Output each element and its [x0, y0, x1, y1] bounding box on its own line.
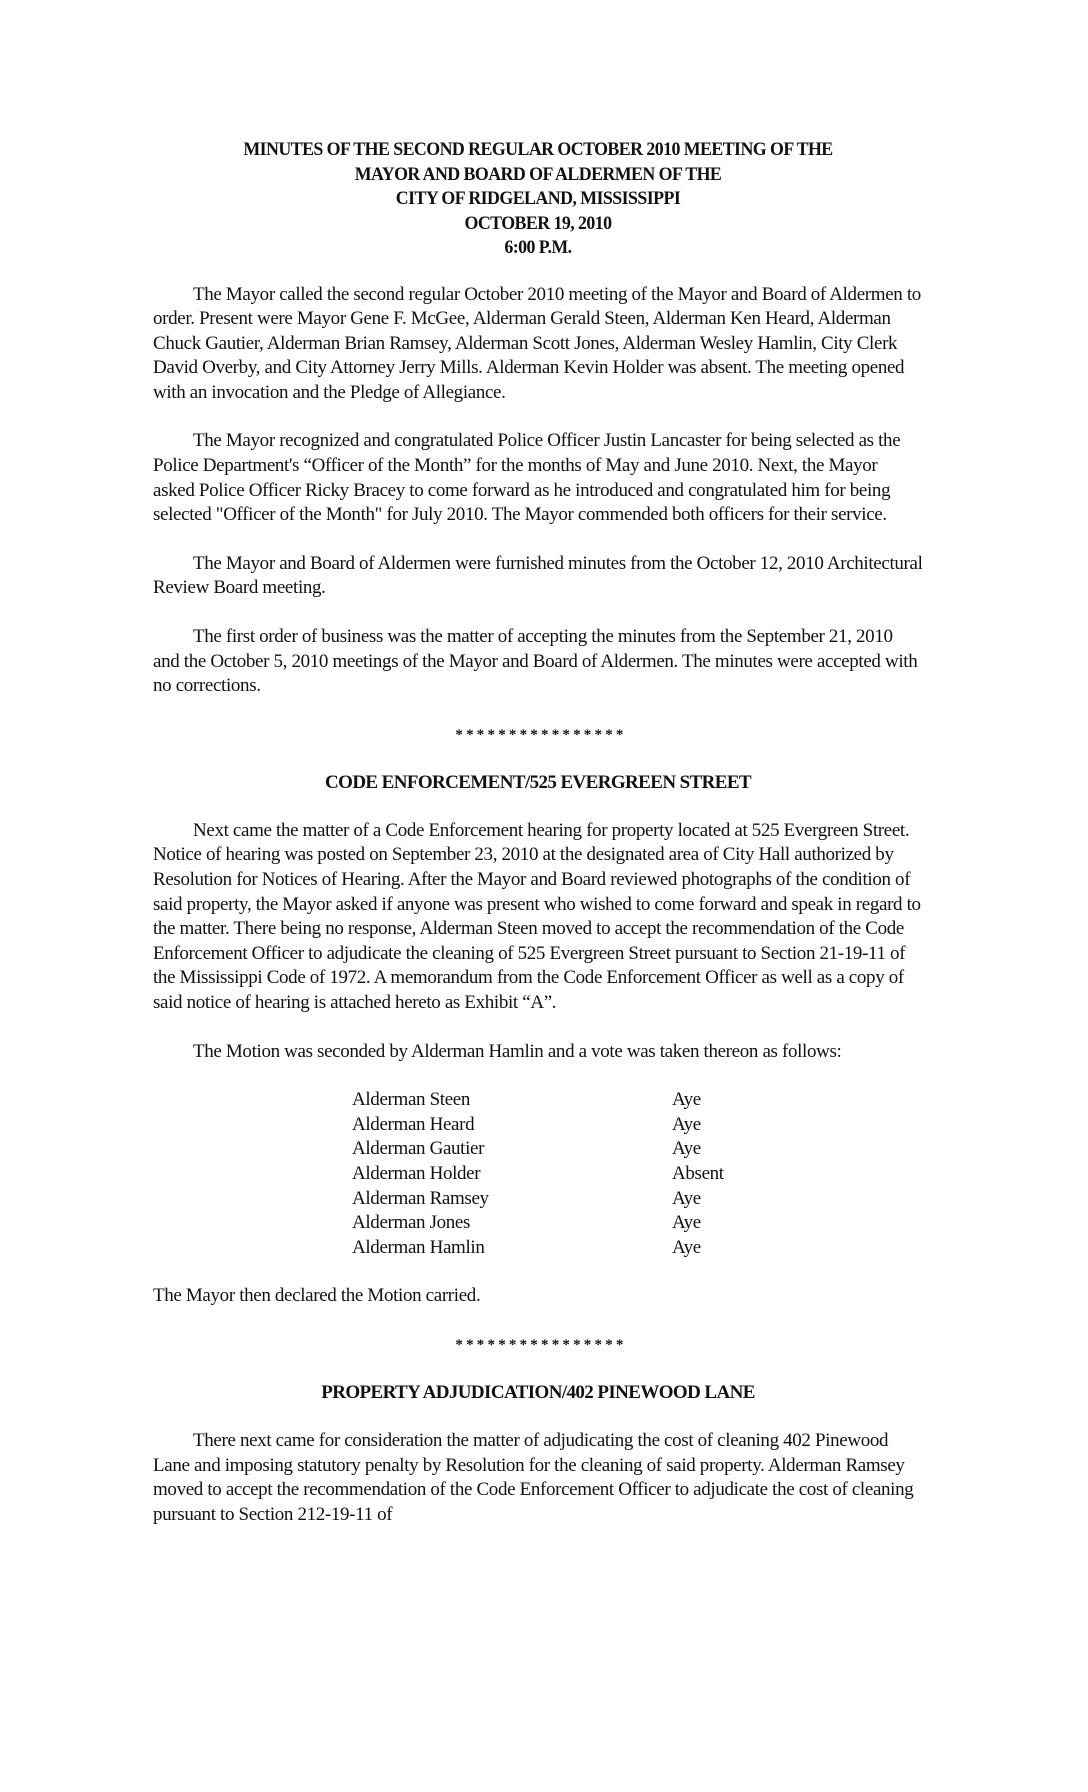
- paragraph-motion-carried: The Mayor then declared the Motion carried.: [153, 1285, 481, 1307]
- spacer: [153, 405, 923, 429]
- section-heading-property-adjudication: PROPERTY ADJUDICATION/402 PINEWOOD LANE: [321, 1381, 755, 1403]
- vote-row: [352, 1137, 724, 1162]
- document-page: [153, 138, 923, 1527]
- vote-value: Aye: [672, 1113, 701, 1135]
- vote-member: Alderman Gautier: [352, 1138, 485, 1160]
- meeting-date: OCTOBER 19, 2010: [464, 212, 612, 234]
- document-title: [176, 138, 900, 261]
- vote-member: Alderman Ramsey: [352, 1187, 489, 1209]
- spacer: [153, 747, 923, 771]
- paragraph-motion-seconded: The Motion was seconded by Alderman Hamlin and a vote was taken thereon as follows:: [193, 1040, 842, 1062]
- title-line: MAYOR AND BOARD OF ALDERMEN OF THE: [354, 163, 722, 185]
- vote-value: Aye: [672, 1089, 701, 1111]
- paragraph-minutes-accepted: The first order of business was the matter of accepting the minutes from the September 21, 2010 and the October 5, 2010 meetings of the Mayor and Board of Aldermen. The minutes were accepted with no corrections.: [153, 626, 918, 697]
- spacer: [153, 601, 923, 625]
- vote-member: Alderman Heard: [352, 1113, 475, 1135]
- vote-value: Aye: [672, 1138, 701, 1160]
- vote-row: [352, 1211, 724, 1236]
- spacer: [153, 261, 923, 283]
- section-separator: ****************: [455, 1336, 627, 1353]
- meeting-time: 6:00 P.M.: [504, 237, 572, 258]
- spacer: [153, 528, 923, 552]
- vote-row: [352, 1088, 724, 1113]
- section-separator: ****************: [455, 726, 627, 743]
- vote-row: [352, 1113, 724, 1138]
- paragraph-officer-recognition: The Mayor recognized and congratulated Police Officer Justin Lancaster for being selected as the Police Department's “Officer of the Month” for the months of May and June 2010. Next, the Mayor asked Police Officer Ricky Bracey to come forward as he introduced and congratulated him for being selected "Officer of the Month" for July 2010. The Mayor commended both officers for their service.: [153, 430, 901, 526]
- section-heading-code-enforcement: CODE ENFORCEMENT/525 EVERGREEN STREET: [325, 771, 751, 793]
- vote-row: [352, 1162, 724, 1187]
- paragraph-call-to-order: The Mayor called the second regular October 2010 meeting of the Mayor and Board of Aldermen to order. Present were Mayor Gene F. McGee, Alderman Gerald Steen, Alderman Ken Heard, Alderman Chuck Gautier, Alderman Brian Ramsey, Alderman Scott Jones, Alderman Wesley Hamlin, City Clerk David Overby, and City Attorney Jerry Mills. Alderman Kevin Holder was absent. The meeting opened with an invocation and the Pledge of Allegiance.: [153, 283, 921, 403]
- vote-row: [352, 1236, 724, 1261]
- spacer: [153, 1064, 923, 1088]
- vote-table: [352, 1088, 724, 1260]
- spacer: [153, 1357, 923, 1381]
- vote-member: Alderman Hamlin: [352, 1236, 485, 1258]
- vote-value: Absent: [672, 1162, 724, 1184]
- paragraph-pinewood-adjudication: There next came for consideration the matter of adjudicating the cost of cleaning 402 Pinewood Lane and imposing statutory penalty by Resolution for the cleaning of said property. Alderman Ramsey moved to accept the recommendation of the Code Enforcement Officer to adjudicate the cost of cleaning pursuant to Section 212-19-11 of: [153, 1429, 914, 1525]
- paragraph-review-board-minutes: The Mayor and Board of Aldermen were furnished minutes from the October 12, 2010 Architectural Review Board meeting.: [153, 552, 923, 599]
- vote-value: Aye: [672, 1212, 701, 1234]
- vote-member: Alderman Holder: [352, 1162, 481, 1184]
- title-line: MINUTES OF THE SECOND REGULAR OCTOBER 2010 MEETING OF THE: [243, 139, 833, 160]
- vote-member: Alderman Jones: [352, 1212, 471, 1234]
- vote-value: Aye: [672, 1236, 701, 1258]
- paragraph-code-enforcement-hearing: Next came the matter of a Code Enforcement hearing for property located at 525 Evergreen Street. Notice of hearing was posted on September 23, 2010 at the designated area of City Hall authorized by Resolution for Notices of Hearing. After the Mayor and Board reviewed photographs of the condition of said property, the Mayor asked if anyone was present who wished to come forward and speak in regard to the matter. There being no response, Alderman Steen moved to accept the recommendation of the Code Enforcement Officer to adjudicate the cleaning of 525 Evergreen Street pursuant to Section 21-19-11 of the Mississippi Code of 1972. A memorandum from the Code Enforcement Officer as well as a copy of said notice of hearing is attached hereto as Exhibit “A”.: [153, 819, 921, 1013]
- spacer: [153, 1309, 923, 1333]
- spacer: [153, 1405, 923, 1429]
- spacer: [153, 1016, 923, 1040]
- vote-value: Aye: [672, 1187, 701, 1209]
- spacer: [153, 795, 923, 819]
- vote-member: Alderman Steen: [352, 1089, 471, 1111]
- vote-row: [352, 1187, 724, 1212]
- spacer: [153, 699, 923, 723]
- title-line: CITY OF RIDGELAND, MISSISSIPPI: [395, 188, 681, 209]
- spacer: [153, 1260, 923, 1284]
